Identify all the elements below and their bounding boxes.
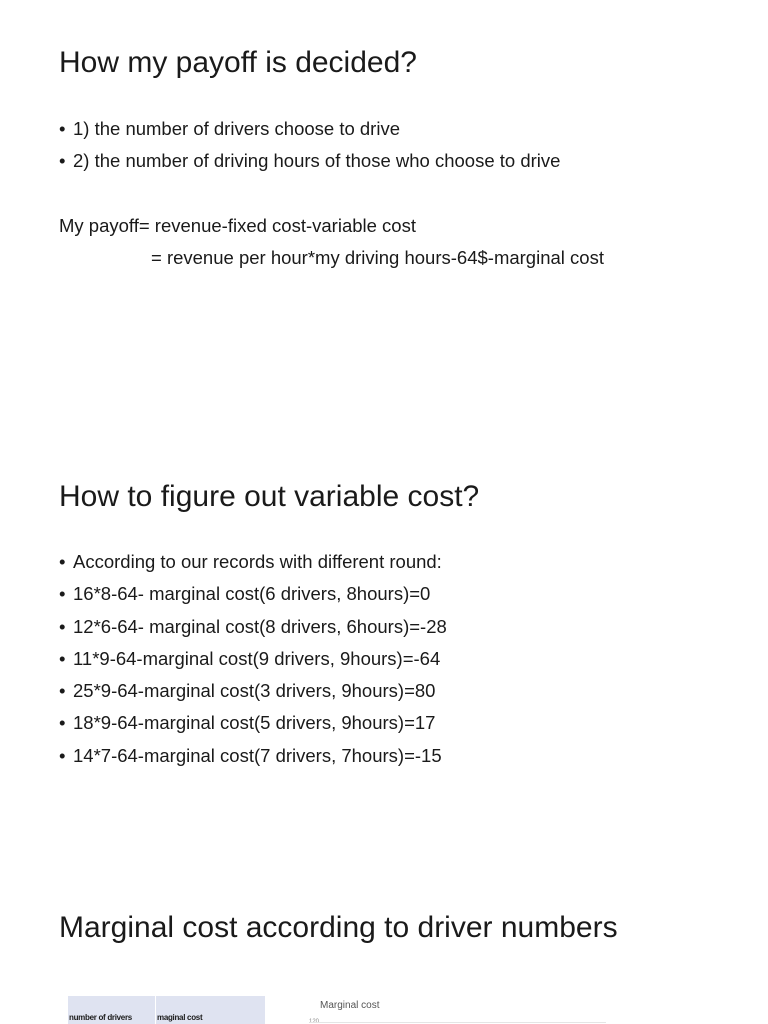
table-header-row	[68, 996, 265, 1024]
payoff-factor-list	[59, 119, 560, 171]
list-item: • 2) the number of driving hours of those who choose to drive	[59, 151, 560, 171]
list-item: • 14*7-64-marginal cost(7 drivers, 7hours)=-15	[59, 746, 447, 766]
marginal-cost-chart	[288, 996, 608, 1024]
list-item: • 1) the number of drivers choose to drive	[59, 119, 560, 139]
table-header-drivers: number of drivers	[68, 996, 156, 1024]
list-item: • 12*6-64- marginal cost(8 drivers, 6hours)=-28	[59, 617, 447, 637]
section-title-payoff: How my payoff is decided?	[59, 46, 417, 79]
y-axis-tick-label: 120	[309, 1019, 320, 1024]
chart-title: Marginal cost	[320, 1000, 380, 1011]
payoff-formula-line-1: My payoff= revenue-fixed cost-variable cost	[59, 215, 416, 236]
marginal-cost-table	[68, 996, 265, 1024]
list-item: • 18*9-64-marginal cost(5 drivers, 9hours)=17	[59, 713, 447, 733]
variable-cost-records-list	[59, 552, 447, 766]
list-item: • 16*8-64- marginal cost(6 drivers, 8hours)=0	[59, 584, 447, 604]
list-item: • 11*9-64-marginal cost(9 drivers, 9hours)=-64	[59, 649, 447, 669]
list-item: • According to our records with different round:	[59, 552, 447, 572]
payoff-formula-line-2: = revenue per hour*my driving hours-64$-marginal cost	[151, 247, 604, 268]
section-title-marginal-cost: Marginal cost according to driver numbers	[59, 911, 618, 944]
chart-gridline	[310, 1022, 606, 1023]
table-header-marginal-cost: maginal cost	[157, 1013, 203, 1022]
list-item: • 25*9-64-marginal cost(3 drivers, 9hours)=80	[59, 681, 447, 701]
section-title-variable-cost: How to figure out variable cost?	[59, 480, 480, 513]
